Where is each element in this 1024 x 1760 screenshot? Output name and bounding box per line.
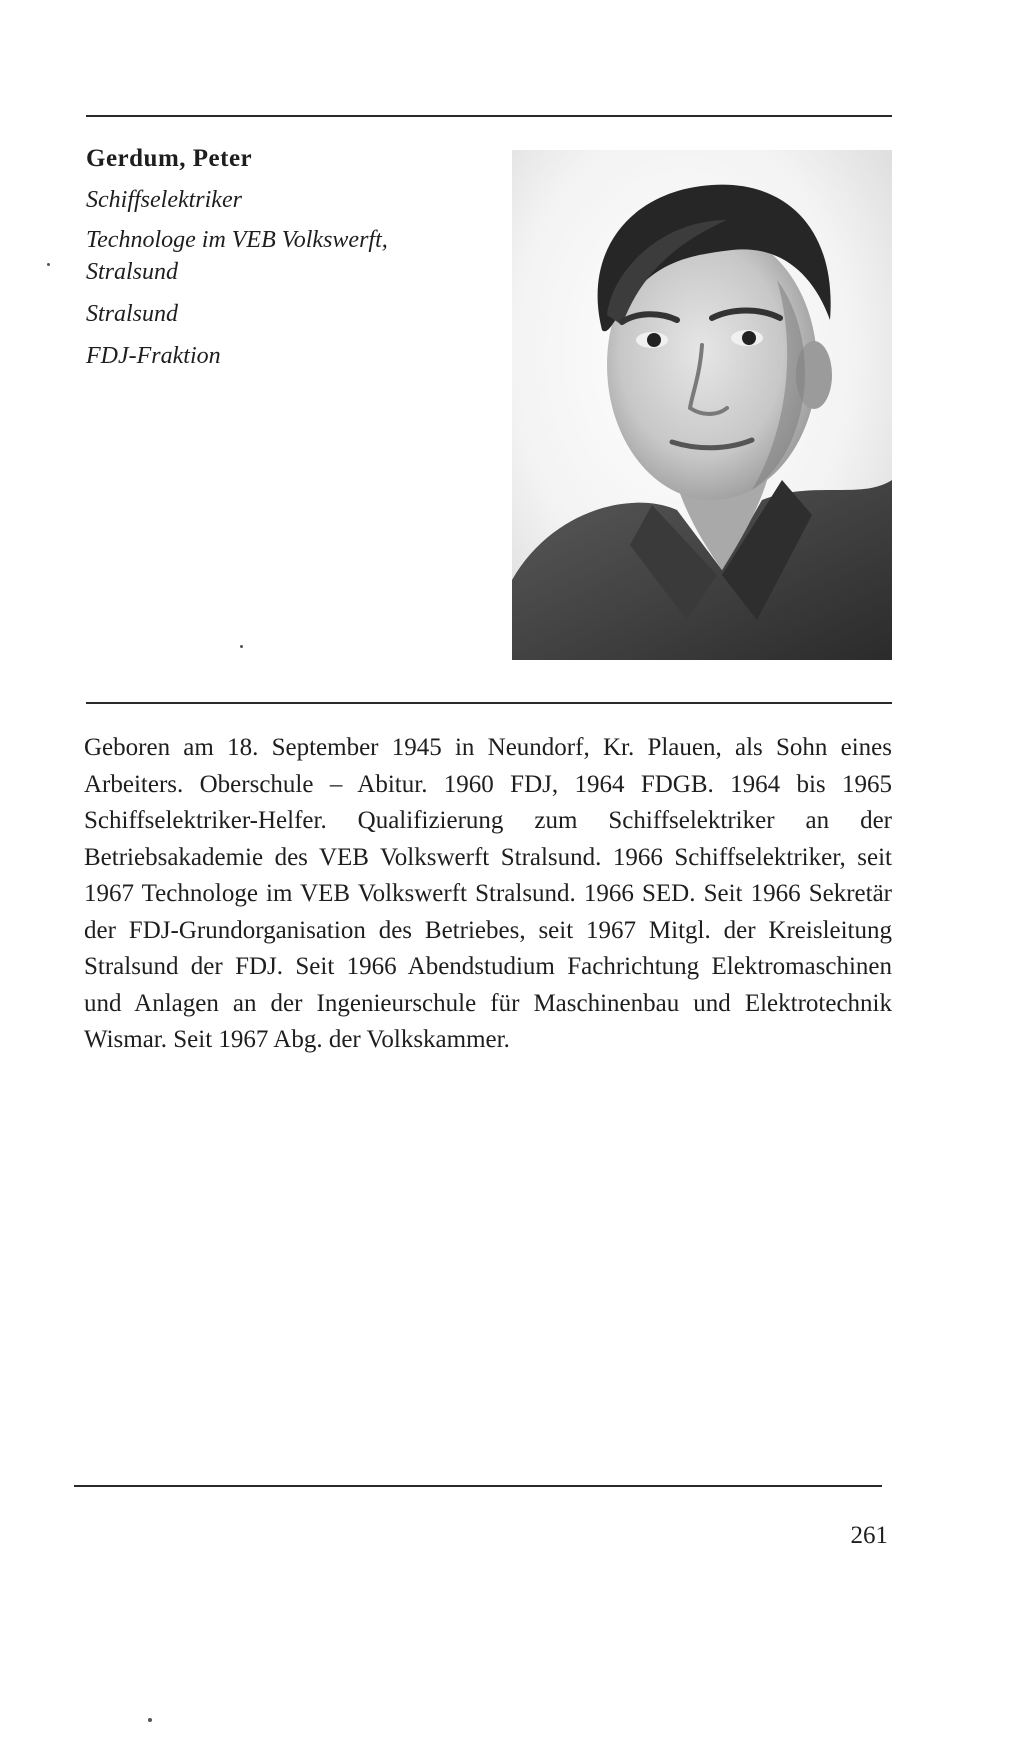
paper-speck <box>240 645 243 648</box>
page-number: 261 <box>850 1522 888 1549</box>
entry-name: Gerdum, Peter <box>86 145 253 172</box>
entry-position-line2: Stralsund <box>86 259 179 285</box>
entry-constituency: Stralsund <box>86 301 179 327</box>
portrait-photo-icon <box>512 150 892 660</box>
entry-position <box>86 224 486 288</box>
top-divider <box>86 115 892 117</box>
entry-details <box>86 184 486 382</box>
entry-occupation: Schiffselektriker <box>86 187 242 213</box>
entry-faction: FDJ-Fraktion <box>86 343 221 369</box>
paper-speck <box>148 1718 152 1722</box>
biography-text: Geboren am 18. September 1945 in Neundorf, Kr. Plauen, als Sohn eines Arbeiters. Oberschule – Abitur. 1960 FDJ, 1964 FDGB. 1964 bis 1965 Schiffselektriker-Helfer. Qualifizierung zum Schiffselektriker an der Betriebsakademie des VEB Volkswerft Stralsund. 1966 Schiffselektriker, seit 1967 Technologe im VEB Volkswerft Stralsund. 1966 SED. Seit 1966 Sekretär der FDJ-Grundorganisation des Betriebes, seit 1967 Mitgl. der Kreisleitung Stralsund der FDJ. Seit 1966 Abendstudium Fachrichtung Elektromaschinen und Anlagen an der Ingenieurschule für Maschinenbau und Elektrotechnik Wismar. Seit 1967 Abg. der Volkskammer. <box>84 734 892 1053</box>
entry-position-line1: Technologe im VEB Volkswerft, <box>86 227 388 253</box>
paper-speck <box>47 263 50 266</box>
middle-divider <box>86 702 892 704</box>
bottom-divider <box>74 1485 882 1487</box>
